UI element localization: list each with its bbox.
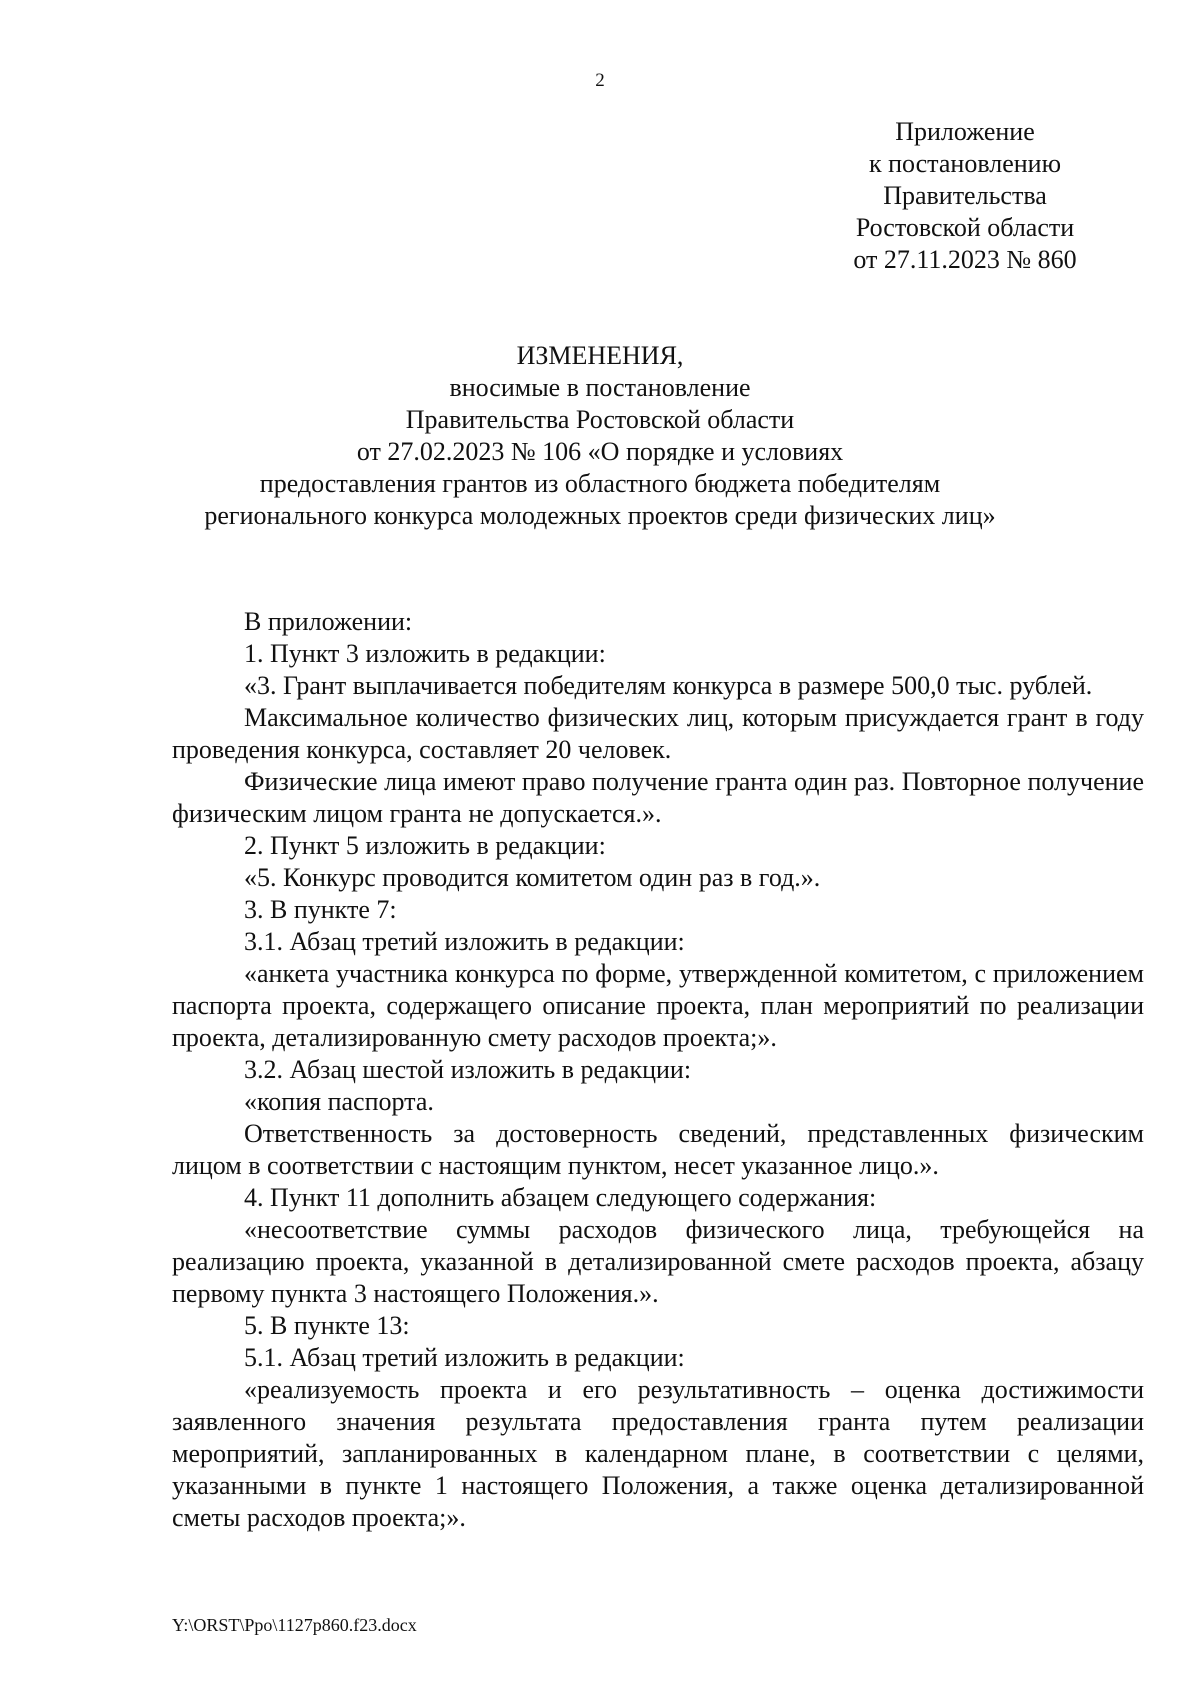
title-line: Правительства Ростовской области bbox=[405, 405, 795, 434]
document-body bbox=[172, 606, 1144, 1534]
paragraph: 3.1. Абзац третий изложить в редакции: bbox=[244, 927, 685, 956]
page-number: 2 bbox=[595, 70, 605, 91]
title-line: вносимые в постановление bbox=[449, 373, 751, 402]
paragraph: 5. В пункте 13: bbox=[244, 1311, 410, 1340]
paragraph: 1. Пункт 3 изложить в редакции: bbox=[244, 639, 606, 668]
paragraph: 3. В пункте 7: bbox=[244, 895, 397, 924]
paragraph: «несоответствие суммы расходов физического лица, требующейся на реализацию проекта, указанной в детализированной смете расходов проекта, абзацу первому пункта 3 настоящего Положения.». bbox=[172, 1215, 1144, 1308]
title-heading: ИЗМЕНЕНИЯ, bbox=[516, 341, 684, 370]
paragraph: Максимальное количество физических лиц, которым присуждается грант в году проведения конкурса, составляет 20 человек. bbox=[172, 703, 1144, 764]
paragraph: Физические лица имеют право получение гранта один раз. Повторное получение физическим лицом гранта не допускается.». bbox=[172, 767, 1144, 828]
paragraph: В приложении: bbox=[244, 607, 413, 636]
title-line: регионального конкурса молодежных проектов среди физических лиц» bbox=[204, 501, 996, 530]
paragraph: «5. Конкурс проводится комитетом один раз в год.». bbox=[244, 863, 821, 892]
title-line: от 27.02.2023 № 106 «О порядке и условиях bbox=[356, 437, 844, 466]
file-path-footer: Y:\ORST\Ppo\1127p860.f23.docx bbox=[172, 1615, 417, 1635]
title-line: предоставления грантов из областного бюджета победителям bbox=[259, 469, 941, 498]
approval-block bbox=[830, 116, 1100, 276]
paragraph: «анкета участника конкурса по форме, утвержденной комитетом, с приложением паспорта проекта, содержащего описание проекта, план мероприятий по реализации проекта, детализированную смету расходов проекта;». bbox=[172, 959, 1144, 1052]
paragraph: 2. Пункт 5 изложить в редакции: bbox=[244, 831, 606, 860]
approval-line: от 27.11.2023 № 860 bbox=[853, 245, 1077, 274]
approval-line: Приложение bbox=[895, 117, 1035, 146]
paragraph: «копия паспорта. bbox=[244, 1087, 434, 1116]
paragraph: «реализуемость проекта и его результативность – оценка достижимости заявленного значения результата предоставления гранта путем реализации мероприятий, запланированных в календарном плане, в соответствии с целями, указанными в пункте 1 настоящего Положения, а также оценка детализированной сметы расходов проекта;». bbox=[172, 1375, 1144, 1532]
paragraph: Ответственность за достоверность сведений, представленных физическим лицом в соответствии с настоящим пунктом, несет указанное лицо.». bbox=[172, 1119, 1144, 1180]
paragraph: «3. Грант выплачивается победителям конкурса в размере 500,0 тыс. рублей. bbox=[244, 671, 1093, 700]
document-title bbox=[100, 340, 1100, 532]
paragraph: 3.2. Абзац шестой изложить в редакции: bbox=[244, 1055, 692, 1084]
paragraph: 5.1. Абзац третий изложить в редакции: bbox=[244, 1343, 685, 1372]
approval-line: к постановлению bbox=[868, 149, 1062, 178]
approval-line: Правительства bbox=[883, 181, 1047, 210]
approval-line: Ростовской области bbox=[855, 213, 1075, 242]
paragraph: 4. Пункт 11 дополнить абзацем следующего содержания: bbox=[244, 1183, 877, 1212]
